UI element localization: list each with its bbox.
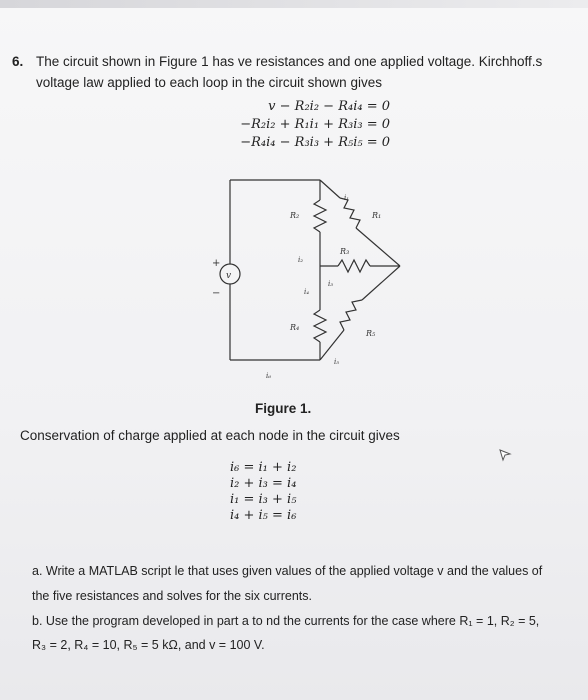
problem-number: 6. — [12, 54, 24, 69]
node-equation-1: i₆ = i₁ + i₂ — [230, 460, 297, 475]
kvl-equation-3: −R₄i₄ − R₃i₃ + R₅i₅ = 0 — [240, 135, 390, 150]
wire-r5-in — [362, 266, 400, 300]
label-r4: R₄ — [290, 323, 300, 332]
node-equation-3: i₁ = i₃ + i₅ — [230, 492, 297, 507]
label-i4: i₄ — [304, 288, 310, 296]
label-i6: i₆ — [266, 372, 272, 380]
node-intro: Conservation of charge applied at each node in the circuit gives — [20, 428, 400, 443]
source-label: v — [226, 271, 232, 281]
label-i5: i₅ — [334, 358, 340, 366]
label-r1: R₁ — [372, 211, 382, 220]
part-a-line-1: a. Write a MATLAB script le that uses given values of the applied voltage v and the values of — [32, 564, 543, 578]
part-b-line-2: R₃ = 2, R₄ = 10, R₅ = 5 kΩ, and v = 100 V. — [32, 638, 265, 652]
part-b-line-1: b. Use the program developed in part a to nd the currents for the case where R₁ = 1, R₂ = 5, — [32, 614, 540, 628]
kvl-equation-1: v − R₂i₂ − R₄i₄ = 0 — [268, 99, 390, 114]
label-i1: i₁ — [344, 194, 350, 202]
node-equation-2: i₂ + i₃ = i₄ — [230, 476, 297, 491]
top-edge — [0, 0, 588, 8]
wire-r1-out — [356, 228, 400, 266]
resistor-r5 — [340, 300, 362, 330]
resistor-r1 — [340, 198, 360, 228]
resistor-r3 — [338, 260, 370, 272]
part-a-line-2: the five resistances and solves for the six currents. — [32, 589, 312, 603]
intro-line-1: The circuit shown in Figure 1 has ve resistances and one applied voltage. Kirchhoff.s — [36, 54, 543, 69]
resistor-r4 — [314, 310, 326, 342]
source-plus: + — [212, 258, 221, 269]
label-i2: i₂ — [298, 256, 304, 264]
resistor-r2 — [314, 200, 326, 232]
figure-caption: Figure 1. — [255, 401, 312, 416]
mouse-pointer-icon — [498, 448, 512, 462]
label-i3: i₃ — [328, 280, 334, 288]
wire-r1-in — [320, 180, 340, 198]
label-r2: R₂ — [290, 211, 300, 220]
node-equation-4: i₄ + i₅ = i₆ — [230, 508, 297, 523]
intro-line-2: voltage law applied to each loop in the circuit shown gives — [36, 75, 382, 90]
kvl-equation-2: −R₂i₂ + R₁i₁ + R₃i₃ = 0 — [240, 117, 390, 132]
wire-r5-out — [320, 330, 344, 360]
label-r5: R₅ — [366, 329, 376, 338]
circuit-figure — [200, 170, 440, 390]
source-minus: − — [212, 288, 221, 299]
label-r3: R₃ — [340, 247, 350, 256]
